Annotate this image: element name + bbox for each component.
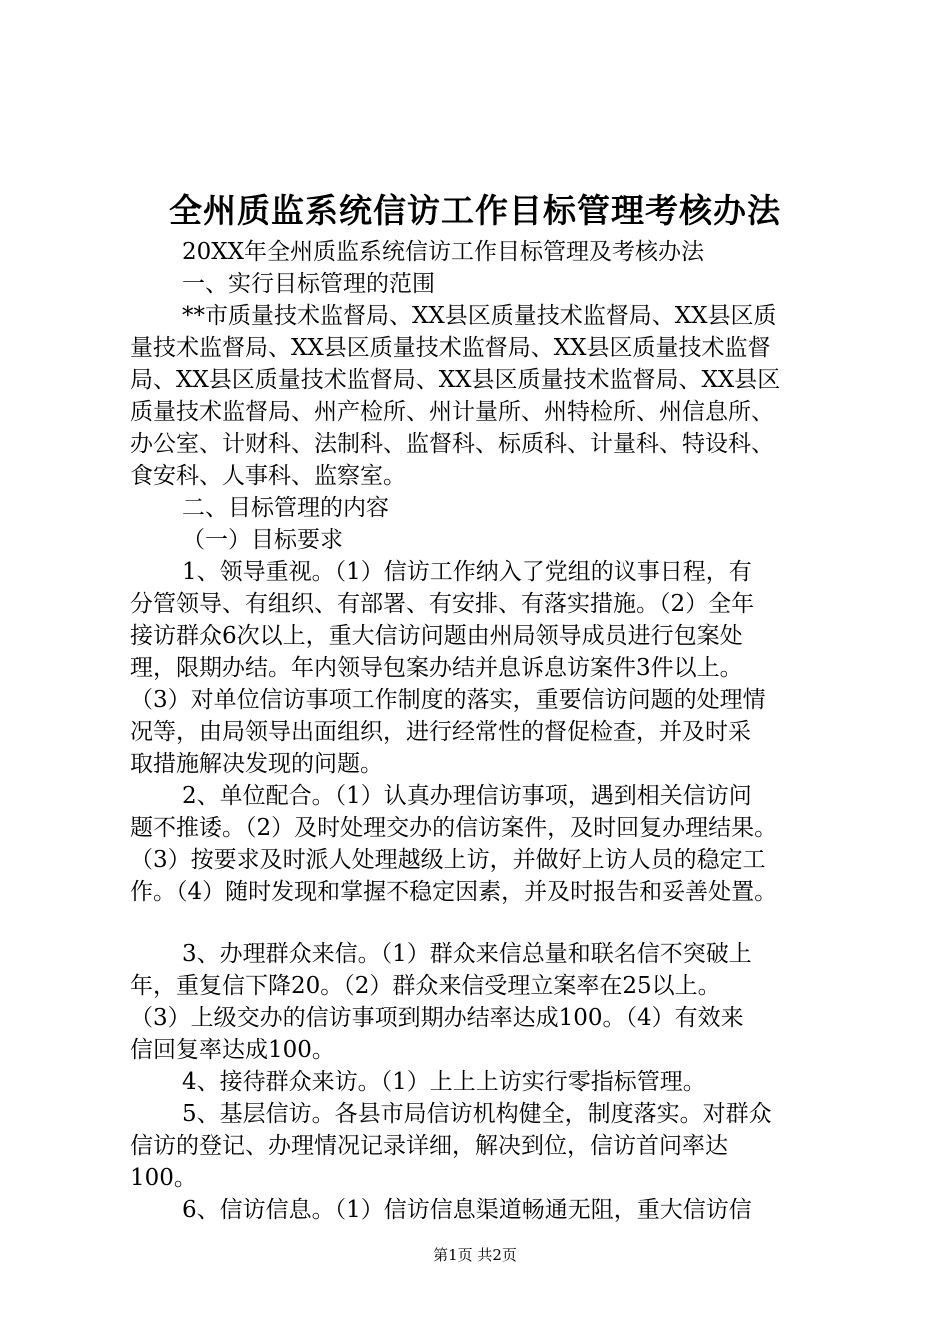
paragraph-line: 4、接待群众来访。（1）上上上访实行零指标管理。 (182, 1069, 706, 1095)
document-title: 全州质监系统信访工作目标管理考核办法 (169, 191, 781, 230)
paragraph-line: 100。 (130, 1165, 197, 1191)
paragraph-line: 3、办理群众来信。（1）群众来信总量和联名信不突破上 (182, 941, 752, 967)
paragraph-line: 况等，由局领导出面组织，进行经常性的督促检查，并及时采 (130, 719, 751, 745)
paragraph-line: 信访的登记、办理情况记录详细，解决到位，信访首问率达 (130, 1133, 728, 1159)
paragraph-line: 接访群众6次以上，重大信访问题由州局领导成员进行包案处 (130, 623, 743, 649)
paragraph-line: 取措施解决发现的问题。 (130, 751, 383, 777)
section-heading: 二、目标管理的内容 (182, 495, 389, 521)
paragraph-line: 作。（4）随时发现和掌握不稳定因素，并及时报告和妥善处置。 (130, 879, 778, 905)
paragraph-line: 信回复率达成100。 (130, 1037, 335, 1063)
subsection-heading: （一）目标要求 (182, 527, 343, 553)
paragraph-line: **市质量技术监督局、XX县区质量技术监督局、XX县区质 (182, 303, 777, 329)
paragraph-line: （3）按要求及时派人处理越级上访，并做好上访人员的稳定工 (130, 847, 766, 873)
section-heading: 一、实行目标管理的范围 (182, 271, 435, 297)
paragraph-line: 6、信访信息。（1）信访信息渠道畅通无阻，重大信访信 (182, 1197, 752, 1223)
paragraph-line: （3）上级交办的信访事项到期办结率达成100。（4）有效来 (130, 1005, 744, 1031)
paragraph-line: 年，重复信下降20。（2）群众来信受理立案率在25以上。 (130, 973, 721, 999)
paragraph-line: 量技术监督局、XX县区质量技术监督局、XX县区质量技术监督 (130, 335, 771, 361)
paragraph-line: （3）对单位信访事项工作制度的落实，重要信访问题的处理情 (130, 687, 766, 713)
paragraph-line: 食安科、人事科、监察室。 (130, 463, 406, 489)
paragraph-line: 理，限期办结。年内领导包案办结并息诉息访案件3件以上。 (130, 655, 743, 681)
paragraph-line: 题不推诿。（2）及时处理交办的信访案件，及时回复办理结果。 (130, 815, 778, 841)
subtitle-line: 20XX年全州质监系统信访工作目标管理及考核办法 (182, 239, 705, 265)
paragraph-line: 1、领导重视。（1）信访工作纳入了党组的议事日程，有 (182, 559, 752, 585)
paragraph-line: 5、基层信访。各县市局信访机构健全，制度落实。对群众 (182, 1101, 772, 1127)
paragraph-line: 局、XX县区质量技术监督局、XX县区质量技术监督局、XX县区 (130, 367, 781, 393)
paragraph-line: 质量技术监督局、州产检所、州计量所、州特检所、州信息所、 (130, 399, 774, 425)
page-footer: 第1页 共2页 (433, 1246, 517, 1264)
paragraph-line: 办公室、计财科、法制科、监督科、标质科、计量科、特设科、 (130, 431, 774, 457)
paragraph-line: 2、单位配合。（1）认真办理信访事项，遇到相关信访问 (182, 783, 752, 809)
paragraph-line: 分管领导、有组织、有部署、有安排、有落实措施。（2）全年 (130, 591, 755, 617)
